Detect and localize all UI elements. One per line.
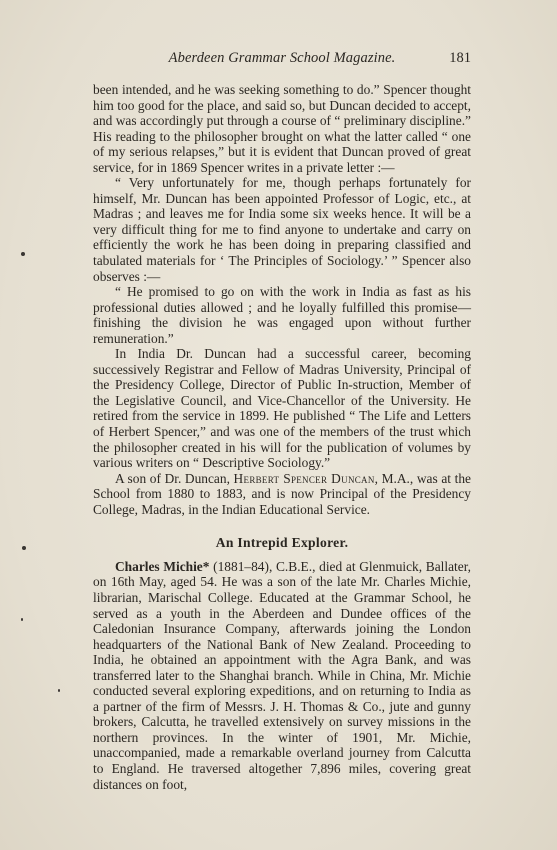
- paragraph-son: [93, 471, 471, 518]
- michie-name: Charles Michie*: [115, 558, 210, 574]
- michie-text: (1881–84), C.B.E., died at Glenmuick, Ballater, on 16th May, aged 54. He was a son of the late Mr. Charles Michie, librarian, Marischal College. Educated at the Grammar School, he served as a youth in the Aberdeen and Dundee offices of the Caledonian Insurance Company, afterwards joining the London headquarters of the National Bank of New Zealand. Proceeding to India, he obtained an appointment with the Agra Bank, and was transferred later to the Shanghai branch. While in China, Mr. Michie conducted several exploring expeditions, and on returning to India as a partner of the firm of Messrs. J. H. Thomas & Co., jute and gunny brokers, Calcutta, he travelled extensively on survey missions in the northern provinces. In the winter of 1901, Mr. Michie, unaccompanied, made a remarkable overland journey from Calcutta to England. He traversed altogether 7,896 miles, covering great distances on foot,: [93, 558, 471, 792]
- paragraph-continuation: been intended, and he was seeking something to do.” Spencer thought him too good for the place, and said so, but Duncan decided to accept, and was accordingly put through a course of “ preliminary discipline.” His reading to the philosopher brought on what the latter called “ one of my serious relapses,” but it is evident that Duncan proved of great service, for in 1869 Spencer writes in a private letter :—: [93, 82, 471, 175]
- paper-speck: [21, 618, 23, 621]
- paper-speck: [21, 252, 25, 256]
- paragraph-quote-promise: “ He promised to go on with the work in India as fast as his professional duties allowed ; and he loyally fulfilled this promise—finishing the division he was engaged upon without further remuneration.”: [93, 284, 471, 346]
- paragraph-india-career: In India Dr. Duncan had a successful career, becoming successively Registrar and Fellow of Madras University, Principal of the Presidency College, Director of Public In-struction, Member of the Legislative Council, and Vice-Chancellor of the University. He retired from the service in 1899. He published “ The Life and Letters of Herbert Spencer,” and was one of the members of the trust which the philosopher created in his will for the publication of volumes by various writers on “ Descriptive Sociology.”: [93, 346, 471, 471]
- son-name: Herbert Spencer Duncan: [233, 470, 375, 486]
- son-text-after: , M.A., was at the School from 1880 to 1883, and is now Principal of the Presidency College, Madras, in the Indian Educational Service.: [93, 470, 471, 517]
- paragraph-michie: [93, 559, 471, 792]
- running-title: Aberdeen Grammar School Magazine.: [168, 50, 396, 66]
- page-number: 181: [449, 50, 471, 66]
- article-body: [93, 82, 471, 792]
- paragraph-quote-letter: “ Very unfortunately for me, though perhaps fortunately for himself, Mr. Duncan has been appointed Professor of Logic, etc., at Madras ; and leaves me for India some six weeks hence. It will be a very difficult thing for me to find anyone to undertake and carry on efficiently the work he has been doing in preparing classified and tabulated materials for ‘ The Principles of Sociology.’ ” Spencer also observes :—: [93, 175, 471, 284]
- paper-speck: [58, 689, 60, 692]
- paper-speck: [22, 546, 26, 550]
- page-header: [93, 50, 471, 70]
- section-heading: An Intrepid Explorer.: [215, 535, 349, 551]
- son-text-before: A son of Dr. Duncan,: [115, 470, 234, 486]
